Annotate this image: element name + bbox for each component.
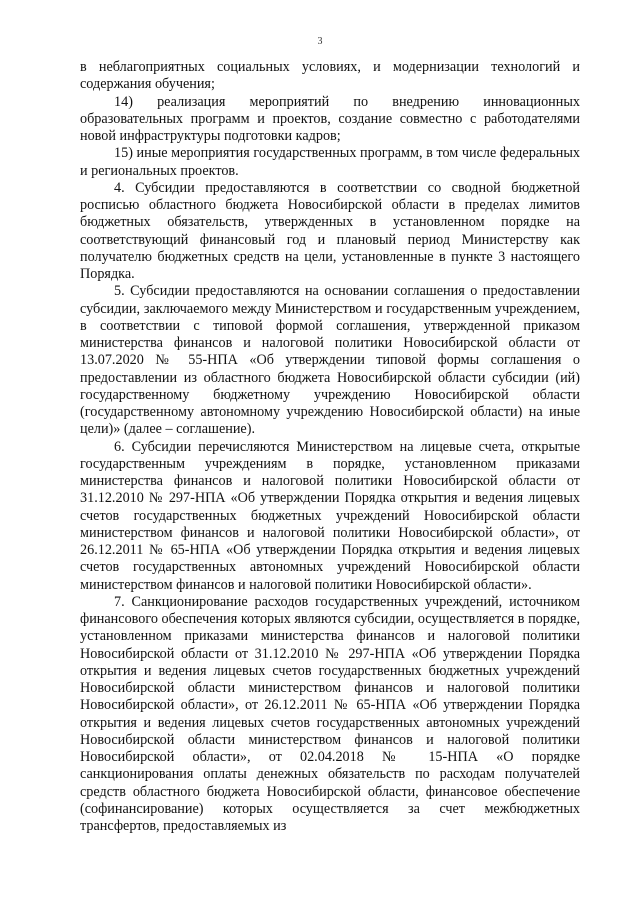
- paragraph-clause-6: 6. Субсидии перечисляются Министерством на лицевые счета, открытые государственным учреждениям в порядке, установленном приказами министерства финансов и налоговой политики Новосибирской области от 31.12.2010 № 297-НПА «Об утверждении Порядка открытия и ведения лицевых счетов государственных бюджетных учреждений Новосибирской области министерством финансов и налоговой политики Новосибирской области», от 26.12.2011 № 65-НПА «Об утверждении Порядка открытия и ведения лицевых счетов государственных автономных учреждений Новосибирской области министерством финансов и налоговой политики Новосибирской области».: [80, 438, 580, 593]
- page-number: 3: [317, 36, 323, 47]
- document-body: [80, 59, 580, 835]
- paragraph-clause-5: 5. Субсидии предоставляются на основании соглашения о предоставлении субсидии, заключаемого между Министерством и государственным учреждением, в соответствии с типовой формой соглашения, утвержденной приказом министерства финансов и налоговой политики Новосибирской области от 13.07.2020 № 55-НПА «Об утверждении типовой формы соглашения о предоставлении из областного бюджета Новосибирской области субсидии (ий) государственному бюджетному учреждению Новосибирской области (государственному автономному учреждению Новосибирской области) на иные цели)» (далее – соглашение).: [80, 283, 580, 438]
- paragraph-item-15: 15) иные мероприятия государственных программ, в том числе федеральных и региональных проектов.: [80, 145, 580, 179]
- paragraph-clause-7: 7. Санкционирование расходов государственных учреждений, источником финансового обеспечения которых являются субсидии, осуществляется в порядке, установленном приказами министерства финансов и налоговой политики Новосибирской области от 31.12.2010 № 297-НПА «Об утверждении Порядка открытия и ведения лицевых счетов государственных бюджетных учреждений Новосибирской области министерством финансов и налоговой политики Новосибирской области», от 26.12.2011 № 65-НПА «Об утверждении Порядка открытия и ведения лицевых счетов государственных автономных учреждений Новосибирской области министерством финансов и налоговой политики Новосибирской области», от 02.04.2018 № 15-НПА «О порядке санкционирования оплаты денежных обязательств по расходам получателей средств областного бюджета Новосибирской области, финансовое обеспечение (софинансирование) которых осуществляется за счет межбюджетных трансфертов, предоставляемых из: [80, 593, 580, 834]
- paragraph-continuation: в неблагоприятных социальных условиях, и модернизации технологий и содержания обучения;: [80, 59, 580, 93]
- paragraph-item-14: 14) реализация мероприятий по внедрению инновационных образовательных программ и проектов, создание совместно с работодателями новой инфраструктуры подготовки кадров;: [80, 93, 580, 144]
- paragraph-clause-4: 4. Субсидии предоставляются в соответствии со сводной бюджетной росписью областного бюджета Новосибирской области в пределах лимитов бюджетных обязательств, утвержденных в установленном порядке на соответствующий финансовый год и плановый период Министерству как получателю бюджетных средств на цели, установленные в пункте 3 настоящего Порядка.: [80, 179, 580, 282]
